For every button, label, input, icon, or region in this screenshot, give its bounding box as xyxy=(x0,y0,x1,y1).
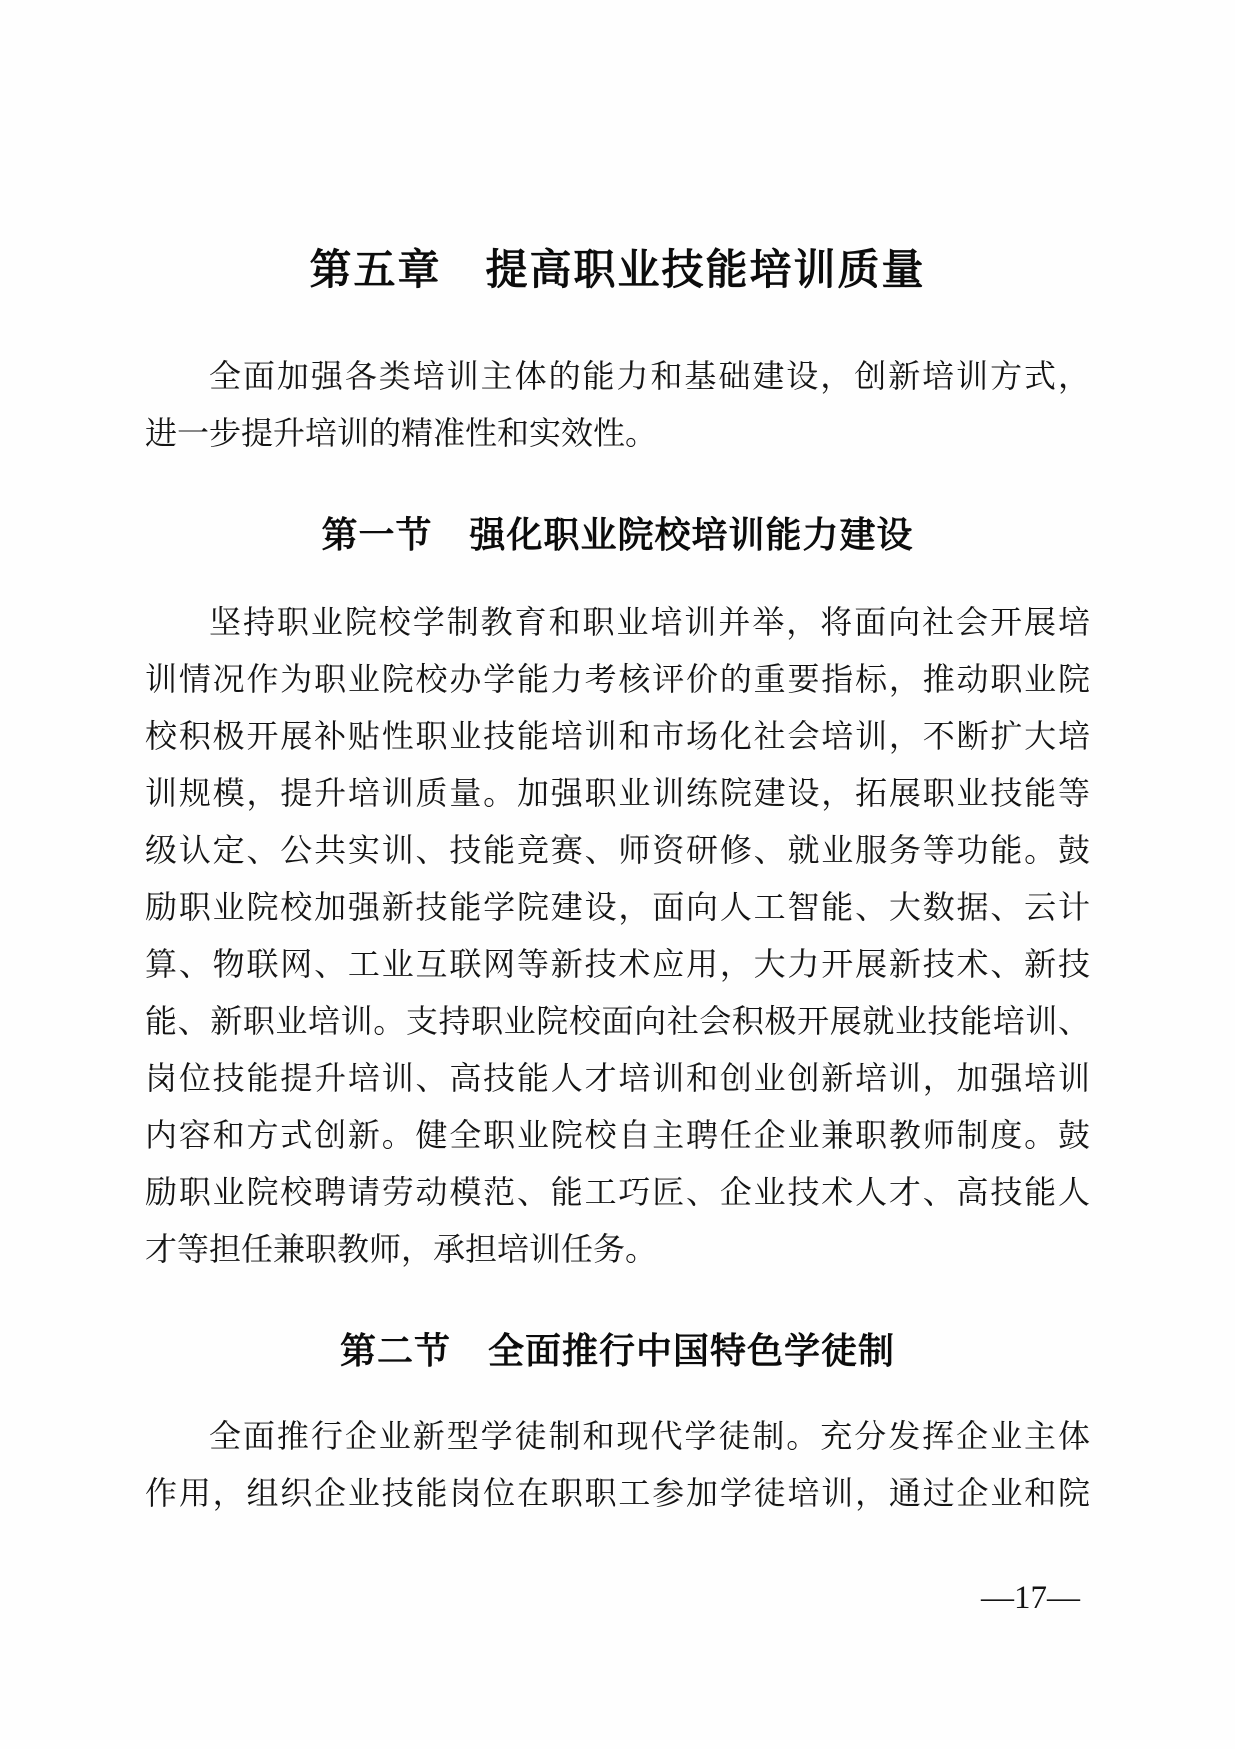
body-line: 算、物联网、工业互联网等新技术应用，大力开展新技术、新技 xyxy=(145,946,1090,982)
intro-paragraph-line: 进一步提升培训的精准性和实效性。 xyxy=(145,415,658,451)
body-line: 训规模，提升培训质量。加强职业训练院建设，拓展职业技能等 xyxy=(145,775,1090,811)
body-line: 岗位技能提升培训、高技能人才培训和创业创新培训，加强培训 xyxy=(145,1060,1090,1096)
section-2-paragraph xyxy=(145,1408,1090,1522)
body-line: 校积极开展补贴性职业技能培训和市场化社会培训，不断扩大培 xyxy=(145,718,1090,754)
chapter-title: 第五章 提高职业技能培训质量 xyxy=(309,246,926,293)
body-line: 级认定、公共实训、技能竞赛、师资研修、就业服务等功能。鼓 xyxy=(145,832,1090,868)
body-line: 才等担任兼职教师，承担培训任务。 xyxy=(145,1231,658,1267)
page-number: —17— xyxy=(981,1580,1080,1616)
body-line: 全面推行企业新型学徒制和现代学徒制。充分发挥企业主体 xyxy=(209,1418,1090,1454)
body-line: 励职业院校加强新技能学院建设，面向人工智能、大数据、云计 xyxy=(145,889,1090,925)
section-2-heading: 第二节 全面推行中国特色学徒制 xyxy=(339,1330,895,1371)
body-line: 作用，组织企业技能岗位在职职工参加学徒培训，通过企业和院 xyxy=(145,1475,1090,1511)
page-content-column xyxy=(145,0,1090,1522)
section-1-paragraph xyxy=(145,594,1090,1278)
intro-paragraph xyxy=(145,348,1090,462)
body-line: 励职业院校聘请劳动模范、能工巧匠、企业技术人才、高技能人 xyxy=(145,1174,1090,1210)
body-line: 内容和方式创新。健全职业院校自主聘任企业兼职教师制度。鼓 xyxy=(145,1117,1090,1153)
intro-paragraph-line: 全面加强各类培训主体的能力和基础建设，创新培训方式， xyxy=(209,358,1090,394)
body-line: 训情况作为职业院校办学能力考核评价的重要指标，推动职业院 xyxy=(145,661,1090,697)
section-1-heading: 第一节 强化职业院校培训能力建设 xyxy=(321,514,914,555)
body-line: 坚持职业院校学制教育和职业培训并举，将面向社会开展培 xyxy=(209,604,1090,640)
body-line: 能、新职业培训。支持职业院校面向社会积极开展就业技能培训、 xyxy=(145,1003,1090,1039)
